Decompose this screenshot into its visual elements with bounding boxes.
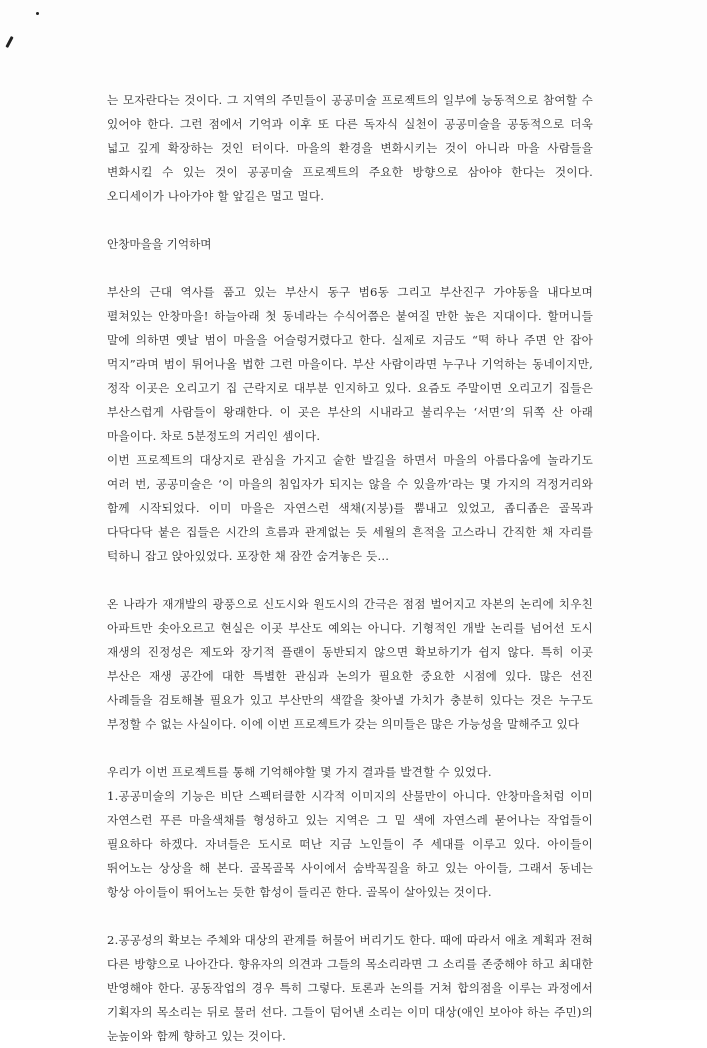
- paragraph-finding-1: 1.공공미술의 기능은 비단 스펙터클한 시각적 이미지의 산물만이 아니다. 안창마을처럼 이미 자연스런 푸른 마을색채를 형성하고 있는 지역은 그 밑 색에 자연스레 묻어나는 작업들이 필요하다 하겠다. 자녀들은 도시로 떠난 지금 노인들이 주 세대를 이루고 있다. 아이들이 뛰어노는 상상을 해 본다. 골목골목 사이에서 숨박꼭질을 하고 있는 아이들, 그래서 동네는 항상 아이들이 뛰어노는 듯한 함성이 들리곤 한다. 골목이 살아있는 것이다.: [107, 789, 593, 899]
- paragraph-finding-2: 2.공공성의 확보는 주체와 대상의 관계를 허물어 버리기도 한다. 때에 따라서 애초 계획과 전혀 다른 방향으로 나아간다. 향유자의 의견과 그들의 목소리라면 그 소리를 존중해야 하고 최대한 반영해야 한다. 공동작업의 경우 특히 그렇다. 토론과 논의를 거쳐 합의점을 이루는 과정에서 기획자의 목소리는 뒤로 물러 선다. 그들이 덤어낸 소리는 이미 대상(애인 보아야 하는 주민)의 눈높이와 함께 향하고 있는 것이다.: [107, 933, 593, 1043]
- paragraph-findings-intro: 우리가 이번 프로젝트를 통해 기억해야할 몇 가지 결과를 발견할 수 있었다.: [107, 765, 492, 779]
- paragraph-urban-regeneration: 온 나라가 재개발의 광풍으로 신도시와 원도시의 간극은 점점 벌어지고 자본의 논리에 치우친 아파트만 솟아오르고 현실은 이곳 부산도 예외는 아니다. 기형적인 개발 논리를 넘어선 도시 재생의 진정성은 제도와 장기적 플랜이 동반되지 않으면 확보하기가 쉽지 않다. 특히 이곳 부산은 재생 공간에 대한 특별한 관심과 논의가 필요한 중요한 시점에 있다. 많은 선진 사례들을 검토해볼 필요가 있고 부산만의 색깔을 찾아낼 가치가 충분히 있다는 것은 누구도 부정할 수 없는 사실이다. 이에 이번 프로젝트가 갖는 의미들은 많은 가능성을 말해주고 있다: [107, 597, 593, 731]
- paragraph-project-start: 이번 프로젝트의 대상지로 관심을 가지고 숱한 발길을 하면서 마을의 아름다움에 놀라기도 여러 번, 공공미술은 ‘이 마을의 침입자가 되지는 않을 수 있을까’라는 몇 가지의 걱정거리와 함께 시작되었다. 이미 마을은 자연스런 색채(지붕)를 뿜내고 있었고, 좁디좁은 골목과 다닥다닥 붙은 집들은 시간의 흐름과 관계없는 듯 세월의 흔적을 고스라니 간직한 채 자리를 턱하니 잡고 앉아있었다. 포장한 채 잠깐 숨겨놓은 듯...: [107, 453, 593, 563]
- scan-speck: [36, 12, 39, 15]
- section-heading: 안창마을을 기억하며: [107, 237, 212, 251]
- scan-pen-mark: [5, 36, 13, 48]
- document-body: [107, 88, 593, 1048]
- paragraph-village-description: 부산의 근대 역사를 품고 있는 부산시 동구 범6동 그리고 부산진구 가야동을 내다보며 펼쳐있는 안창마을! 하늘아래 첫 동네라는 수식어쯤은 붙여질 만한 높은 지대이다. 할머니들 말에 의하면 옛날 범이 마을을 어슬렁거렸다고 한다. 실제로 지금도 “떡 하나 주면 안 잡아 먹지”라며 범이 튀어나올 법한 그런 마을이다. 부산 사람이라면 누구나 기억하는 동네이지만, 정작 이곳은 오리고기 집 근락지로 대부분 인지하고 있다. 요즘도 주말이면 오리고기 집들은 부산스럽게 사람들이 왕래한다. 이 곳은 부산의 시내라고 불리우는 ‘서면’의 뒤쪽 산 아래 마을이다. 차로 5분정도의 거리인 셈이다.: [107, 285, 593, 443]
- paragraph-intro-continuation: 는 모자란다는 것이다. 그 지역의 주민들이 공공미술 프로젝트의 일부에 능동적으로 참여할 수 있어야 한다. 그런 점에서 기억과 이후 또 다른 독자식 실천이 공공미술을 공동적으로 더욱 넓고 깊게 확장하는 것인 터이다. 마을의 환경을 변화시키는 것이 아니라 마을 사람들을 변화시킬 수 있는 것이 공공미술 프로젝트의 주요한 방향으로 삼아야 한다는 것이다. 오디세이가 나아가야 할 앞길은 멀고 멀다.: [107, 93, 593, 203]
